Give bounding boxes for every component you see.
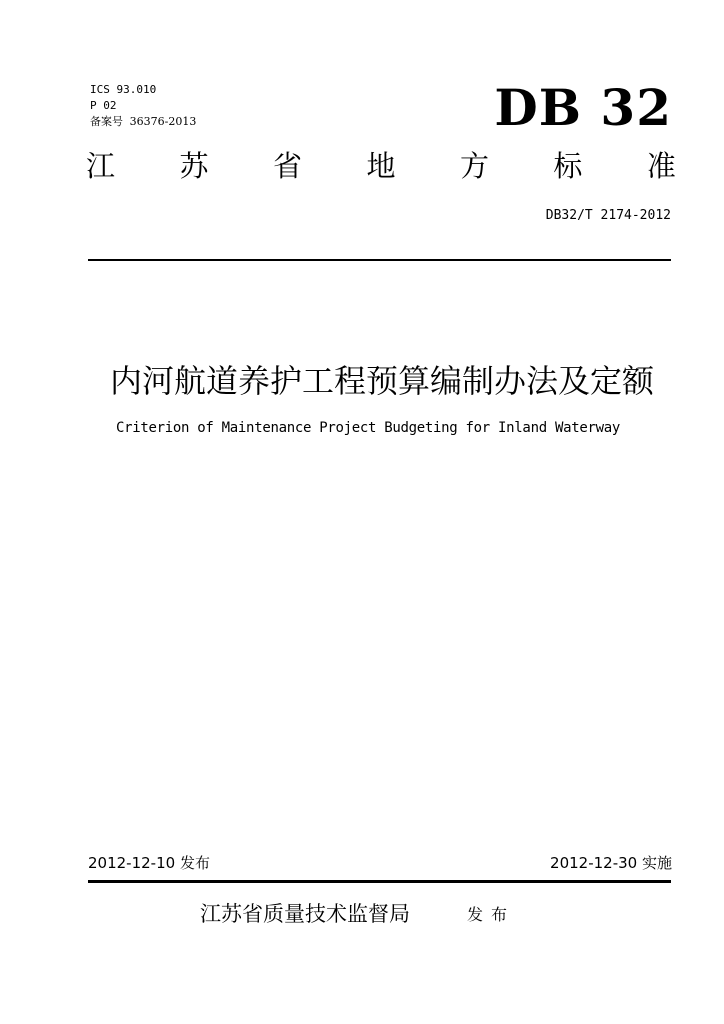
db-code: DB 32 <box>494 78 672 137</box>
issuing-authority: 江苏省质量技术监督局 <box>200 902 410 926</box>
standard-number: DB32/T 2174-2012 <box>545 208 671 223</box>
bottom-divider <box>88 880 671 883</box>
category-title-char: 标 <box>553 149 583 183</box>
ics-code: ICS 93.010 <box>90 83 157 96</box>
category-title-char: 准 <box>646 149 676 183</box>
category-title-char: 地 <box>366 149 396 183</box>
issue-date: 2012-12-10 发布 <box>88 854 210 872</box>
document-title-en: Criterion of Maintenance Project Budgeting for Inland Waterway <box>116 420 620 436</box>
implementation-date: 2012-12-30 实施 <box>550 854 672 872</box>
filing-no: 36376-2013 <box>129 115 197 128</box>
filing-number <box>90 114 196 130</box>
category-title <box>86 146 676 186</box>
category-title-char: 苏 <box>179 149 209 183</box>
ccs-code: P 02 <box>90 99 117 112</box>
document-title-zh: 内河航道养护工程预算编制办法及定额 <box>110 362 655 400</box>
category-title-char: 方 <box>459 149 489 183</box>
issue-label: 发布 <box>467 905 516 924</box>
filing-label: 备案号 <box>90 115 123 128</box>
top-divider <box>88 259 671 261</box>
category-title-char: 江 <box>86 149 116 183</box>
category-title-char: 省 <box>272 149 302 183</box>
